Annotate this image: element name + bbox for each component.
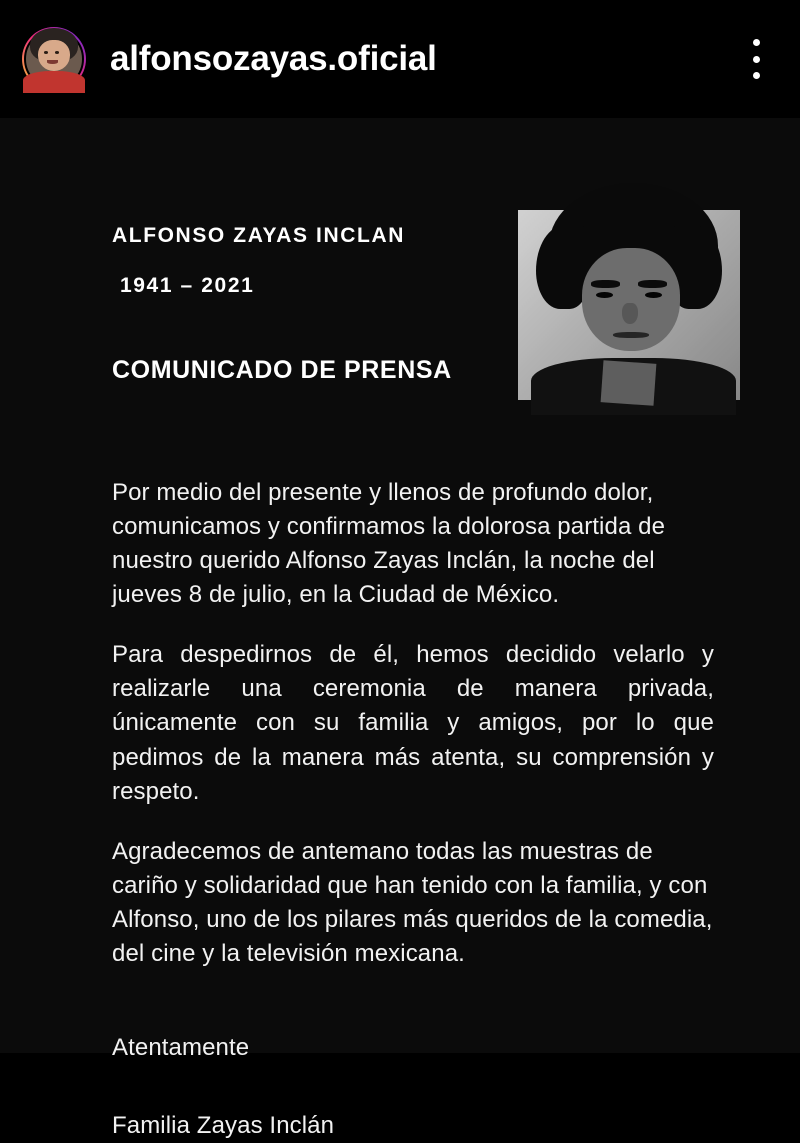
portrait-collar (601, 360, 657, 405)
dot (753, 72, 760, 79)
portrait-photo (518, 210, 740, 400)
press-release-body (112, 476, 714, 1143)
paragraph: Para despedirnos de él, hemos decidido velarlo y realizarle una ceremonia de manera privada, únicamente con su familia y amigos, por lo que pedimos de la manera más atenta, su comprensión y respeto. (112, 641, 714, 805)
avatar-image (24, 29, 84, 89)
post-image[interactable] (0, 118, 800, 1140)
paragraph: Por medio del presente y llenos de profundo dolor, comunicamos y confirmamos la dolorosa partida de nuestro querido Alfonso Zayas Inclán, la noche del jueves 8 de julio, en la Ciudad de México. (112, 479, 666, 609)
avatar-eye-right (55, 51, 59, 54)
more-options-icon[interactable] (752, 39, 760, 79)
spacer (112, 1065, 714, 1109)
press-release-title: COMUNICADO DE PRENSA (112, 356, 452, 384)
dot (753, 56, 760, 63)
portrait-nose (622, 303, 638, 324)
portrait-brow-left (591, 280, 620, 288)
post-header (0, 0, 800, 118)
paragraph: Agradecemos de antemano todas las muestras de cariño y solidaridad que han tenido con la familia, y con Alfonso, uno de los pilares más queridos de la comedia, del cine y la televisión mexicana. (112, 837, 713, 967)
portrait-brow-right (638, 280, 667, 288)
dot (753, 39, 760, 46)
avatar[interactable] (22, 27, 86, 91)
card-top-block (112, 218, 714, 418)
avatar-eye-left (44, 51, 48, 54)
deceased-name: ALFONSO ZAYAS INCLAN (112, 224, 405, 247)
press-release-card (0, 118, 800, 1140)
avatar-shirt (23, 71, 86, 92)
portrait-hair-left (536, 225, 589, 309)
spacer (112, 997, 714, 1031)
avatar-face (38, 40, 69, 71)
closing-line: Atentamente (112, 1034, 250, 1062)
portrait-mouth (613, 332, 649, 339)
deceased-years: 1941 – 2021 (120, 274, 255, 297)
account-handle[interactable]: alfonsozayas.oficial (110, 39, 437, 78)
signature-line: Familia Zayas Inclán (112, 1112, 335, 1140)
